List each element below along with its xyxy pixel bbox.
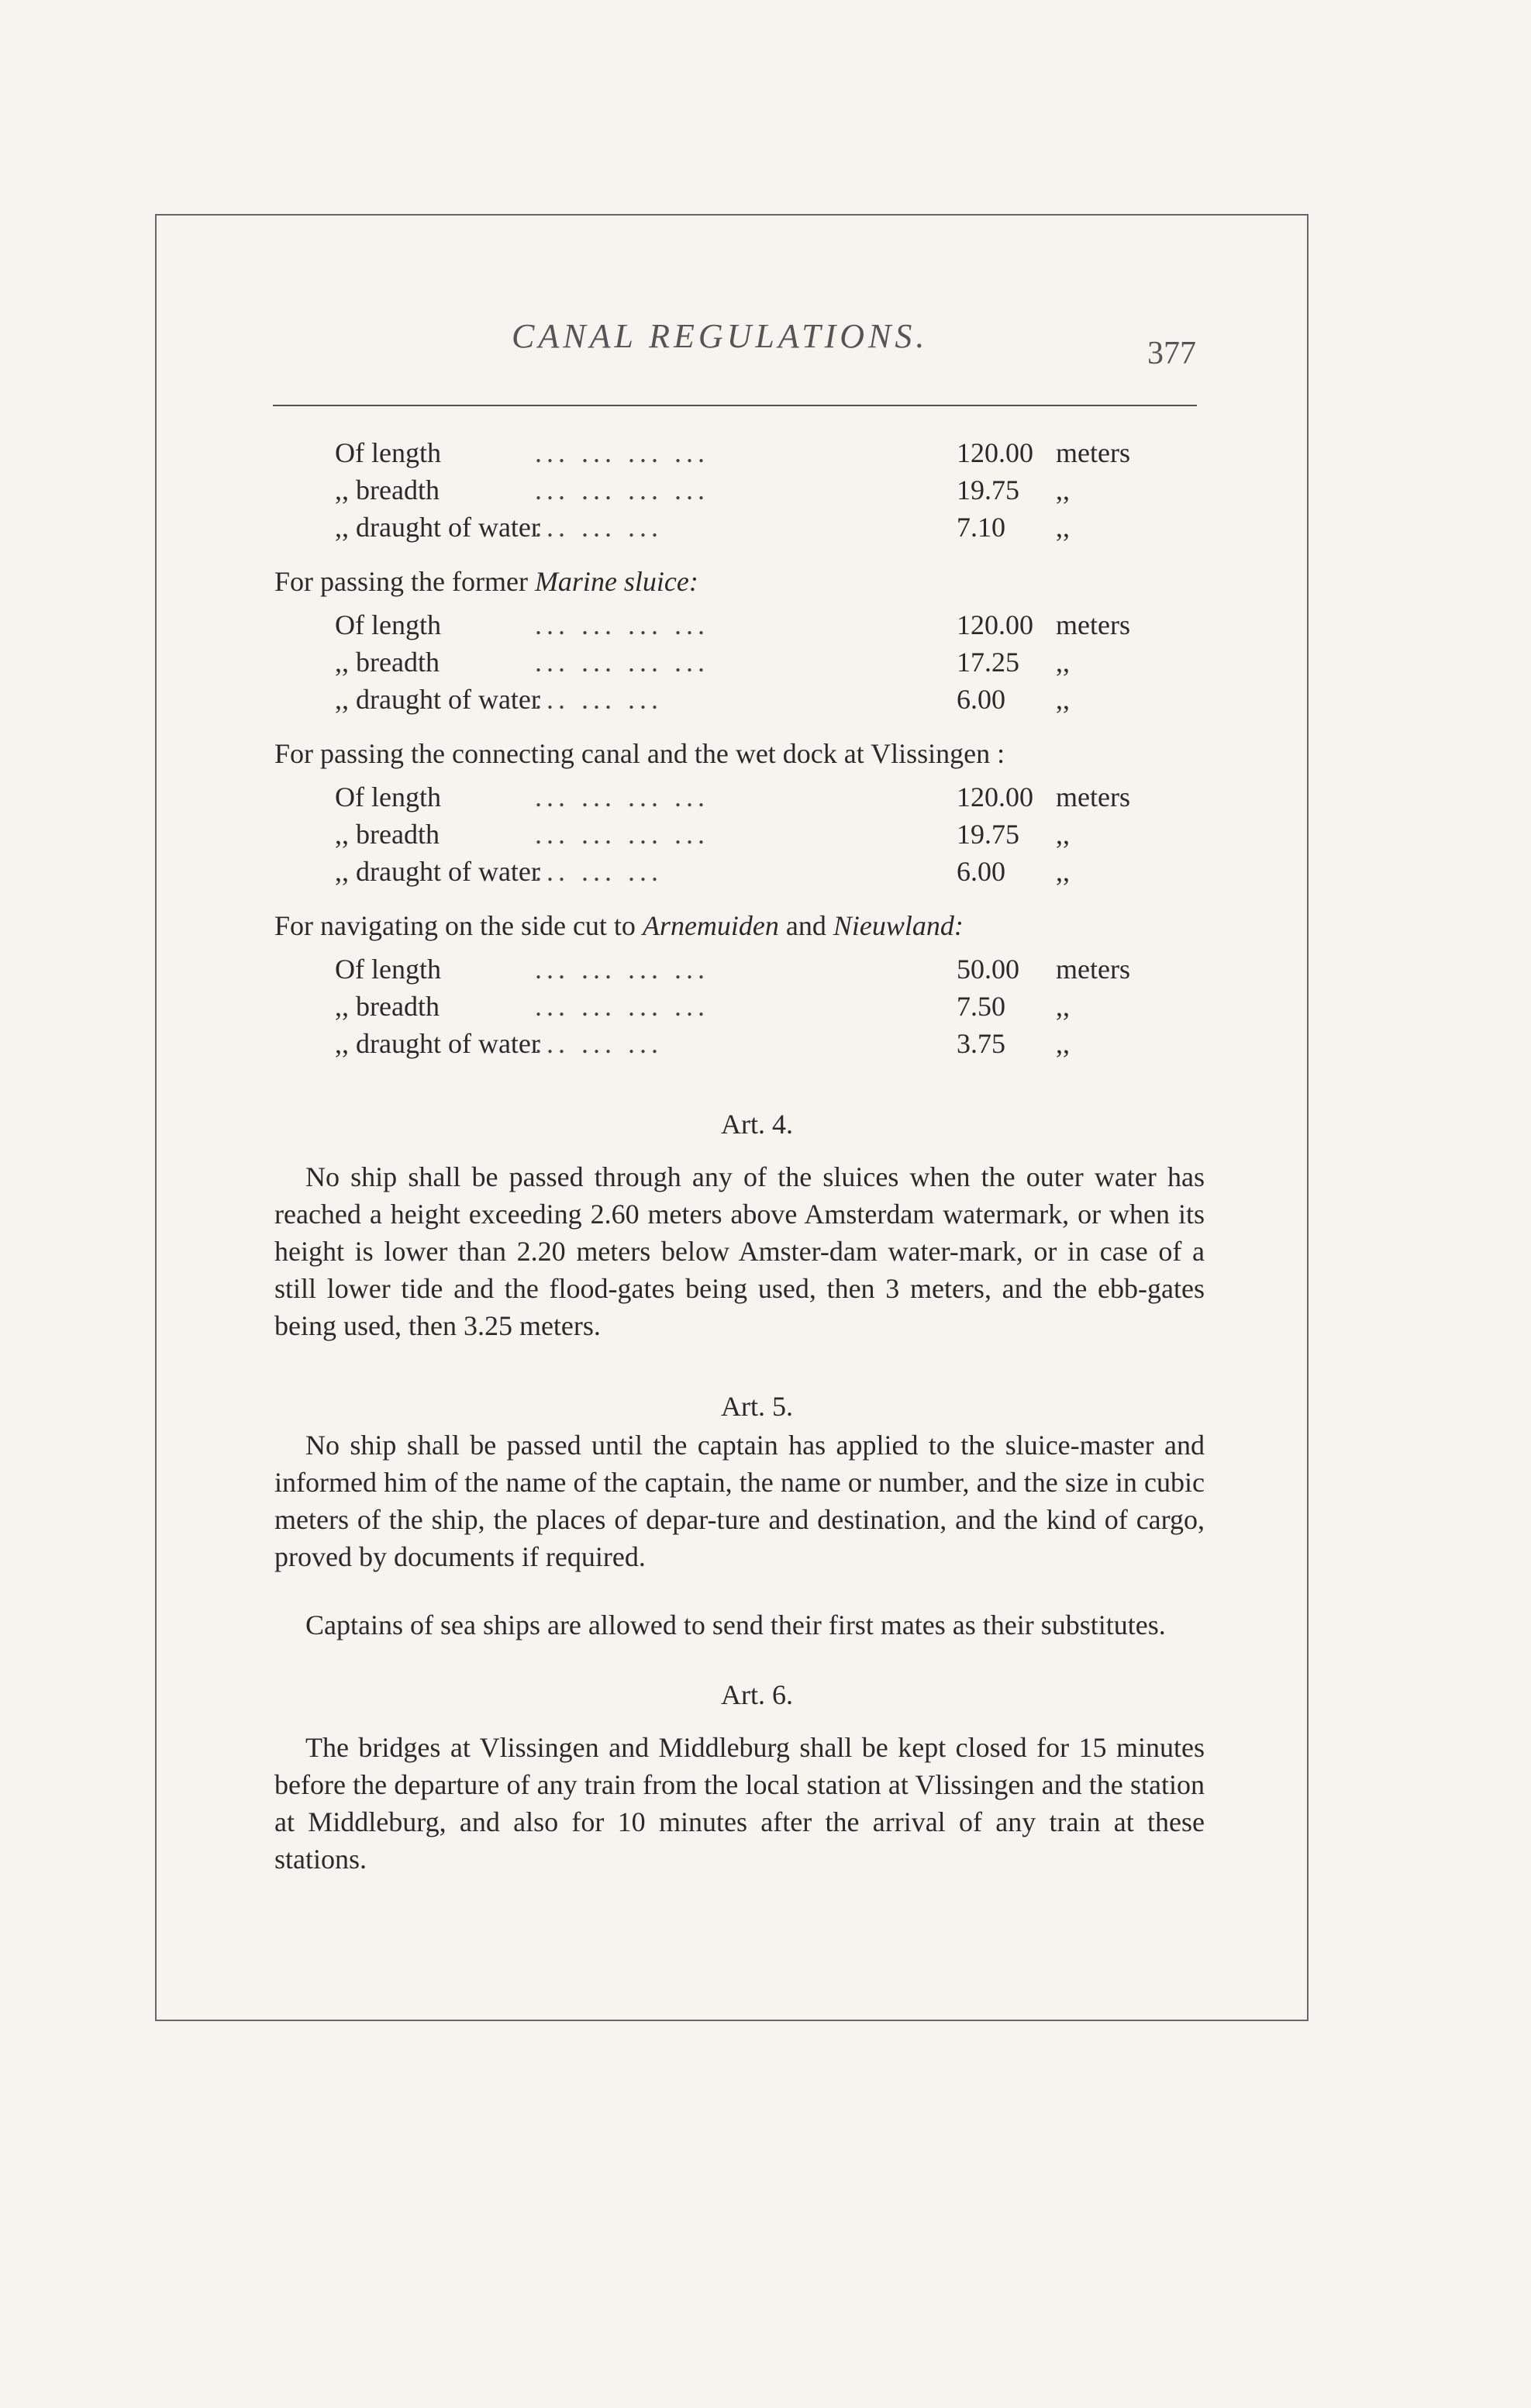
spec-value: 50.00 — [957, 954, 1019, 985]
spec-value: 120.00 — [957, 437, 1033, 468]
leader-dots: ... ... ... — [535, 1028, 663, 1059]
spec-label: Of length — [335, 954, 441, 985]
spec-value: 120.00 — [957, 781, 1033, 812]
paragraph-text: No ship shall be passed through any of the sluices when the outer water has reached a height exceeding 2.60 meters above Amsterdam watermark, or when its height is lower than 2.20 meters below Amster-dam water-mark, or in case of a still lower tide and the flood-gates being used, then 3 meters, and the ebb-gates being used, then 3.25 meters. — [274, 1161, 1205, 1341]
spec-value: 19.75 — [957, 819, 1019, 850]
spec-label: Of length — [335, 781, 441, 812]
spec-label: ,, breadth — [335, 819, 440, 850]
article-title: Art. 5. — [721, 1391, 793, 1422]
spec-unit: ,, — [1056, 856, 1070, 887]
spec-value: 6.00 — [957, 856, 1005, 887]
paragraph-text: The bridges at Vlissingen and Middleburg shall be kept closed for 15 minutes before the departure of any train from the local station at Vlissingen and the station at Middleburg, and also for 10 minutes after the arrival of any train at these stations. — [274, 1732, 1205, 1875]
spec-label: ,, draught of water — [335, 512, 540, 543]
page-number: 377 — [1147, 336, 1196, 371]
spec-unit: ,, — [1056, 512, 1070, 543]
spec-unit: meters — [1056, 781, 1130, 812]
spec-label: ,, draught of water — [335, 856, 540, 887]
leader-dots: ... ... ... — [535, 512, 663, 543]
spec-value: 19.75 — [957, 474, 1019, 505]
spec-unit: meters — [1056, 437, 1130, 468]
leader-dots: ... ... ... ... — [535, 474, 709, 505]
heading-text: For passing the connecting canal and the wet dock at Vlissingen : — [274, 738, 1005, 769]
paragraph-text: Captains of sea ships are allowed to send their first mates as their substitutes. — [305, 1609, 1166, 1640]
frame-bottom-rule — [155, 2020, 1309, 2021]
leader-dots: ... ... ... ... — [535, 437, 709, 468]
spec-value: 6.00 — [957, 684, 1005, 715]
spec-label: ,, breadth — [335, 991, 440, 1022]
leader-dots: ... ... ... ... — [535, 954, 709, 985]
leader-dots: ... ... ... ... — [535, 647, 709, 678]
spec-value: 17.25 — [957, 647, 1019, 678]
spec-label: ,, draught of water — [335, 1028, 540, 1059]
spec-value: 7.50 — [957, 991, 1005, 1022]
spec-value: 3.75 — [957, 1028, 1005, 1059]
spec-value: 120.00 — [957, 609, 1033, 640]
paragraph-text: No ship shall be passed until the captain has applied to the sluice-master and informed him of the name of the captain, the name or number, and the size in cubic meters of the ship, the places of depar-ture and destination, and the kind of cargo, proved by documents if required. — [274, 1430, 1205, 1572]
spec-unit: ,, — [1056, 647, 1070, 678]
spec-label: ,, draught of water — [335, 684, 540, 715]
leader-dots: ... ... ... ... — [535, 781, 709, 812]
spec-unit: meters — [1056, 609, 1130, 640]
article-title: Art. 4. — [721, 1109, 793, 1140]
spec-unit: ,, — [1056, 1028, 1070, 1059]
spec-unit: ,, — [1056, 474, 1070, 505]
heading-italic: Marine sluice: — [534, 566, 698, 597]
leader-dots: ... ... ... — [535, 684, 663, 715]
leader-dots: ... ... ... — [535, 856, 663, 887]
spec-value: 7.10 — [957, 512, 1005, 543]
spec-unit: ,, — [1056, 819, 1070, 850]
leader-dots: ... ... ... ... — [535, 609, 709, 640]
heading-text: For navigating on the side cut to — [274, 910, 643, 941]
running-title: CANAL REGULATIONS. — [512, 317, 929, 355]
heading-text: For passing the former — [274, 566, 535, 597]
spec-label: ,, breadth — [335, 474, 440, 505]
spec-label: Of length — [335, 609, 441, 640]
page-frame-border — [155, 214, 1309, 2396]
leader-dots: ... ... ... ... — [535, 819, 709, 850]
spec-unit: ,, — [1056, 991, 1070, 1022]
heading-italic: Arnemuiden — [642, 910, 779, 941]
heading-italic: Nieuwland: — [833, 910, 964, 941]
spec-label: Of length — [335, 437, 441, 468]
spec-unit: meters — [1056, 954, 1130, 985]
leader-dots: ... ... ... ... — [535, 991, 709, 1022]
article-title: Art. 6. — [721, 1679, 793, 1710]
heading-text: and — [778, 910, 833, 941]
spec-label: ,, breadth — [335, 647, 440, 678]
spec-unit: ,, — [1056, 684, 1070, 715]
